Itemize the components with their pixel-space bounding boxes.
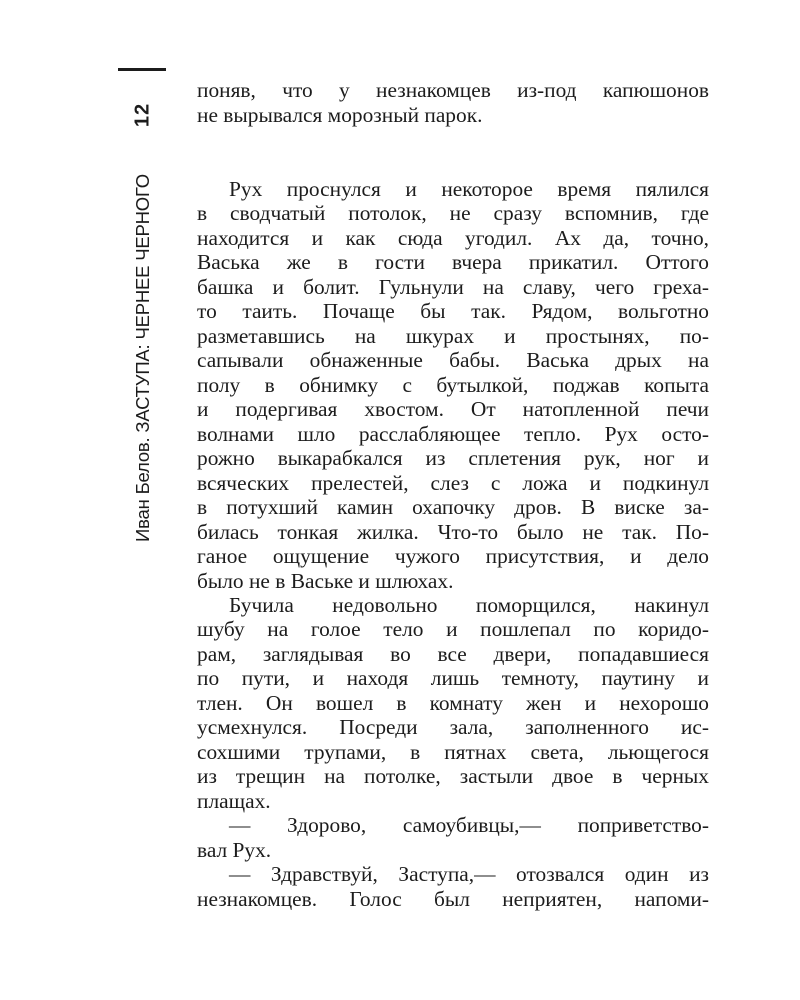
- text-line: не вырывался морозный парок.: [197, 103, 483, 127]
- text-line: сохшими трупами, в пятнах света, льющегося: [197, 740, 709, 764]
- text-line: рам, заглядывая во все двери, попадавшиеся: [197, 642, 709, 666]
- text-line: усмехнулся. Посреди зала, заполненного ис-: [197, 715, 709, 739]
- text-line: находится и как сюда угодил. Ах да, точно,: [197, 226, 709, 250]
- text-line: тлен. Он вошел в комнату жен и нехорошо: [197, 691, 709, 715]
- text-line: вал Рух.: [197, 838, 272, 862]
- text-line: волнами шло расслабляющее тепло. Рух осто-: [197, 422, 709, 446]
- text-line: ганое ощущение чужого присутствия, и дело: [197, 544, 709, 568]
- text-line: Бучила недовольно поморщился, накинул: [229, 593, 709, 617]
- text-line: рожно выкарабкался из сплетения рук, ног и: [197, 446, 709, 470]
- text-line: полу в обнимку с бутылкой, поджав копыта: [197, 373, 709, 397]
- text-line: — Здравствуй, Заступа,— отозвался один из: [229, 862, 709, 886]
- text-line: Васька же в гости вчера прикатил. Оттого: [197, 250, 709, 274]
- page-number: 12: [131, 102, 154, 128]
- text-line: — Здорово, самоубивцы,— поприветство-: [229, 813, 709, 837]
- text-line: всяческих прелестей, слез с ложа и подкинул: [197, 471, 709, 495]
- text-line: Рух проснулся и некоторое время пялился: [229, 177, 709, 201]
- text-line: сапывали обнаженные бабы. Васька дрых на: [197, 348, 709, 372]
- text-line: шубу на голое тело и пошлепал по коридо-: [197, 617, 709, 641]
- text-line: в потухший камин охапочку дров. В виске за-: [197, 495, 709, 519]
- text-line: из трещин на потолке, застыли двое в черных: [197, 764, 709, 788]
- text-line: разметавшись на шкурах и простынях, по-: [197, 324, 709, 348]
- top-rule: [118, 68, 166, 71]
- text-line: плащах.: [197, 789, 271, 813]
- text-line: было не в Ваське и шлюхах.: [197, 569, 454, 593]
- running-head: Иван Белов. ЗАСТУПА: ЧЕРНЕЕ ЧЕРНОГО: [132, 174, 153, 542]
- text-line: и подергивая хвостом. От натопленной печи: [197, 397, 709, 421]
- text-line: то таить. Почаще бы так. Рядом, вольготно: [197, 299, 709, 323]
- text-line: в сводчатый потолок, не сразу вспомнив, где: [197, 201, 709, 225]
- text-line: билась тонкая жилка. Что-то было не так. По-: [197, 520, 709, 544]
- text-line: башка и болит. Гульнули на славу, чего греха-: [197, 275, 709, 299]
- text-line: незнакомцев. Голос был неприятен, напоми-: [197, 887, 709, 911]
- text-line: поняв, что у незнакомцев из-под капюшонов: [197, 78, 709, 102]
- text-line: по пути, и находя лишь темноту, паутину и: [197, 666, 709, 690]
